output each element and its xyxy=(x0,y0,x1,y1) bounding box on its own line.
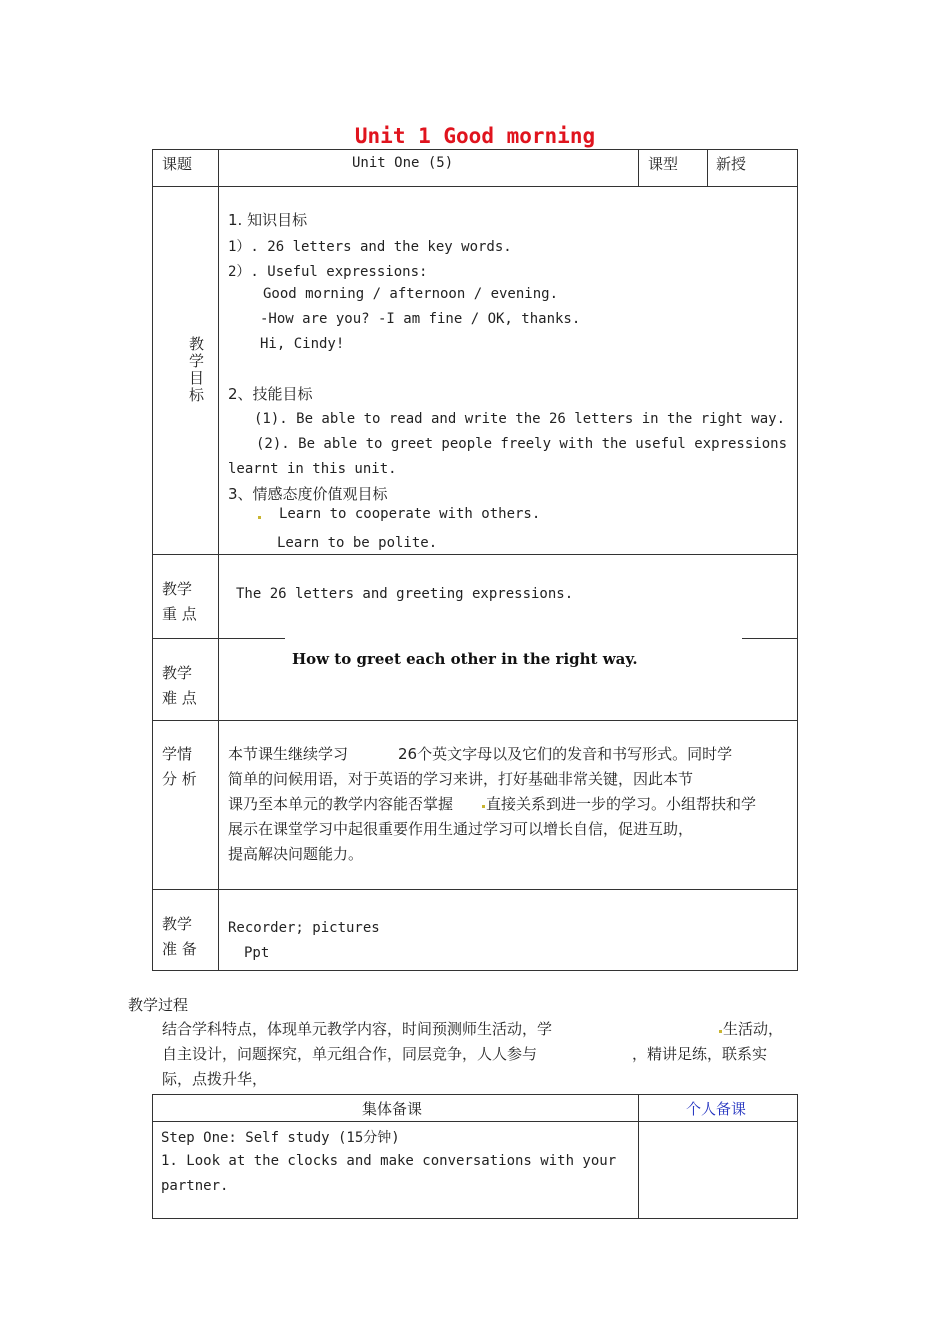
skills-item-2-cont: learnt in this unit. xyxy=(228,461,397,477)
knowledge-item-2: 2）. Useful expressions: xyxy=(228,264,428,280)
analysis-line-1b: 26个英文字母以及它们的发音和书写形式。同时学 xyxy=(398,745,733,763)
knowledge-item-3: Good morning / afternoon / evening. xyxy=(263,286,559,302)
process-line-2a: 自主设计，问题探究，单元组合作，同层竞争，人人参与 xyxy=(162,1045,538,1063)
document-title: Unit 1 Good morning xyxy=(354,124,596,148)
process-heading: 教学过程 xyxy=(128,996,189,1014)
emotion-item-1: Learn to cooperate with others. xyxy=(279,506,541,522)
process-line-1a: 结合学科特点，体现单元教学内容，时间预测师生活动，学 xyxy=(162,1020,553,1038)
skills-heading: 2、技能目标 xyxy=(228,385,313,403)
difficulties-label-a: 教学 xyxy=(162,664,193,682)
process-line-3: 际，点拨升华， xyxy=(162,1070,268,1088)
analysis-line-3b: 直接关系到进一步的学习。小组帮扶和学 xyxy=(486,795,757,813)
group-plan-header: 集体备课 xyxy=(362,1100,423,1118)
key-points-label-b: 重 点 xyxy=(162,605,197,623)
preparation-label-b: 准 备 xyxy=(162,940,197,958)
emotion-heading: 3、情感态度价值观目标 xyxy=(228,485,388,503)
lesson-type-label: 课型 xyxy=(648,155,679,173)
analysis-label-a: 学情 xyxy=(162,745,193,763)
analysis-label-b: 分 析 xyxy=(162,770,197,788)
step-one-title: Step One: Self study (15分钟) xyxy=(161,1130,400,1146)
knowledge-item-1: 1）. 26 letters and the key words. xyxy=(228,239,512,255)
analysis-line-2: 简单的问候用语，对于英语的学习来讲，打好基础非常关键，因此本节 xyxy=(228,770,694,788)
difficulties-label-b: 难 点 xyxy=(162,689,197,707)
knowledge-item-4: -How are you? -I am fine / OK, thanks. xyxy=(260,311,581,327)
topic-value: Unit One (5) xyxy=(352,155,454,171)
step-one-item-1: 1. Look at the clocks and make conversations with your xyxy=(161,1153,617,1169)
process-line-1b: 生活动， xyxy=(723,1020,784,1038)
lesson-type-value: 新授 xyxy=(716,155,747,173)
analysis-line-1a: 本节课生继续学习 xyxy=(228,745,349,763)
analysis-line-4: 展示在课堂学习中起很重要作用生通过学习可以增长自信，促进互助， xyxy=(228,820,694,838)
step-one-item-1-cont: partner. xyxy=(161,1178,229,1194)
difficulties-text: How to greet each other in the right way. xyxy=(292,650,638,668)
skills-item-2: (2). Be able to greet people freely with the useful expressions xyxy=(256,436,788,452)
key-points-text: The 26 letters and greeting expressions. xyxy=(236,586,574,602)
key-points-label-a: 教学 xyxy=(162,580,193,598)
emotion-item-2: Learn to be polite. xyxy=(277,535,438,551)
knowledge-heading: 1. 知识目标 xyxy=(228,211,308,229)
objectives-label: 教 学 目 标 xyxy=(189,335,205,404)
skills-item-1: (1). Be able to read and write the 26 letters in the right way. xyxy=(254,411,786,427)
preparation-label-a: 教学 xyxy=(162,915,193,933)
personal-plan-header: 个人备课 xyxy=(686,1100,747,1118)
preparation-line-2: Ppt xyxy=(244,945,270,961)
analysis-line-5: 提高解决问题能力。 xyxy=(228,845,364,863)
process-line-2b: ，精讲足练，联系实 xyxy=(632,1045,768,1063)
preparation-line-1: Recorder; pictures xyxy=(228,920,380,936)
topic-label: 课题 xyxy=(162,155,193,173)
analysis-line-3a: 课乃至本单元的教学内容能否掌握 xyxy=(228,795,454,813)
knowledge-item-5: Hi, Cindy! xyxy=(260,336,345,352)
